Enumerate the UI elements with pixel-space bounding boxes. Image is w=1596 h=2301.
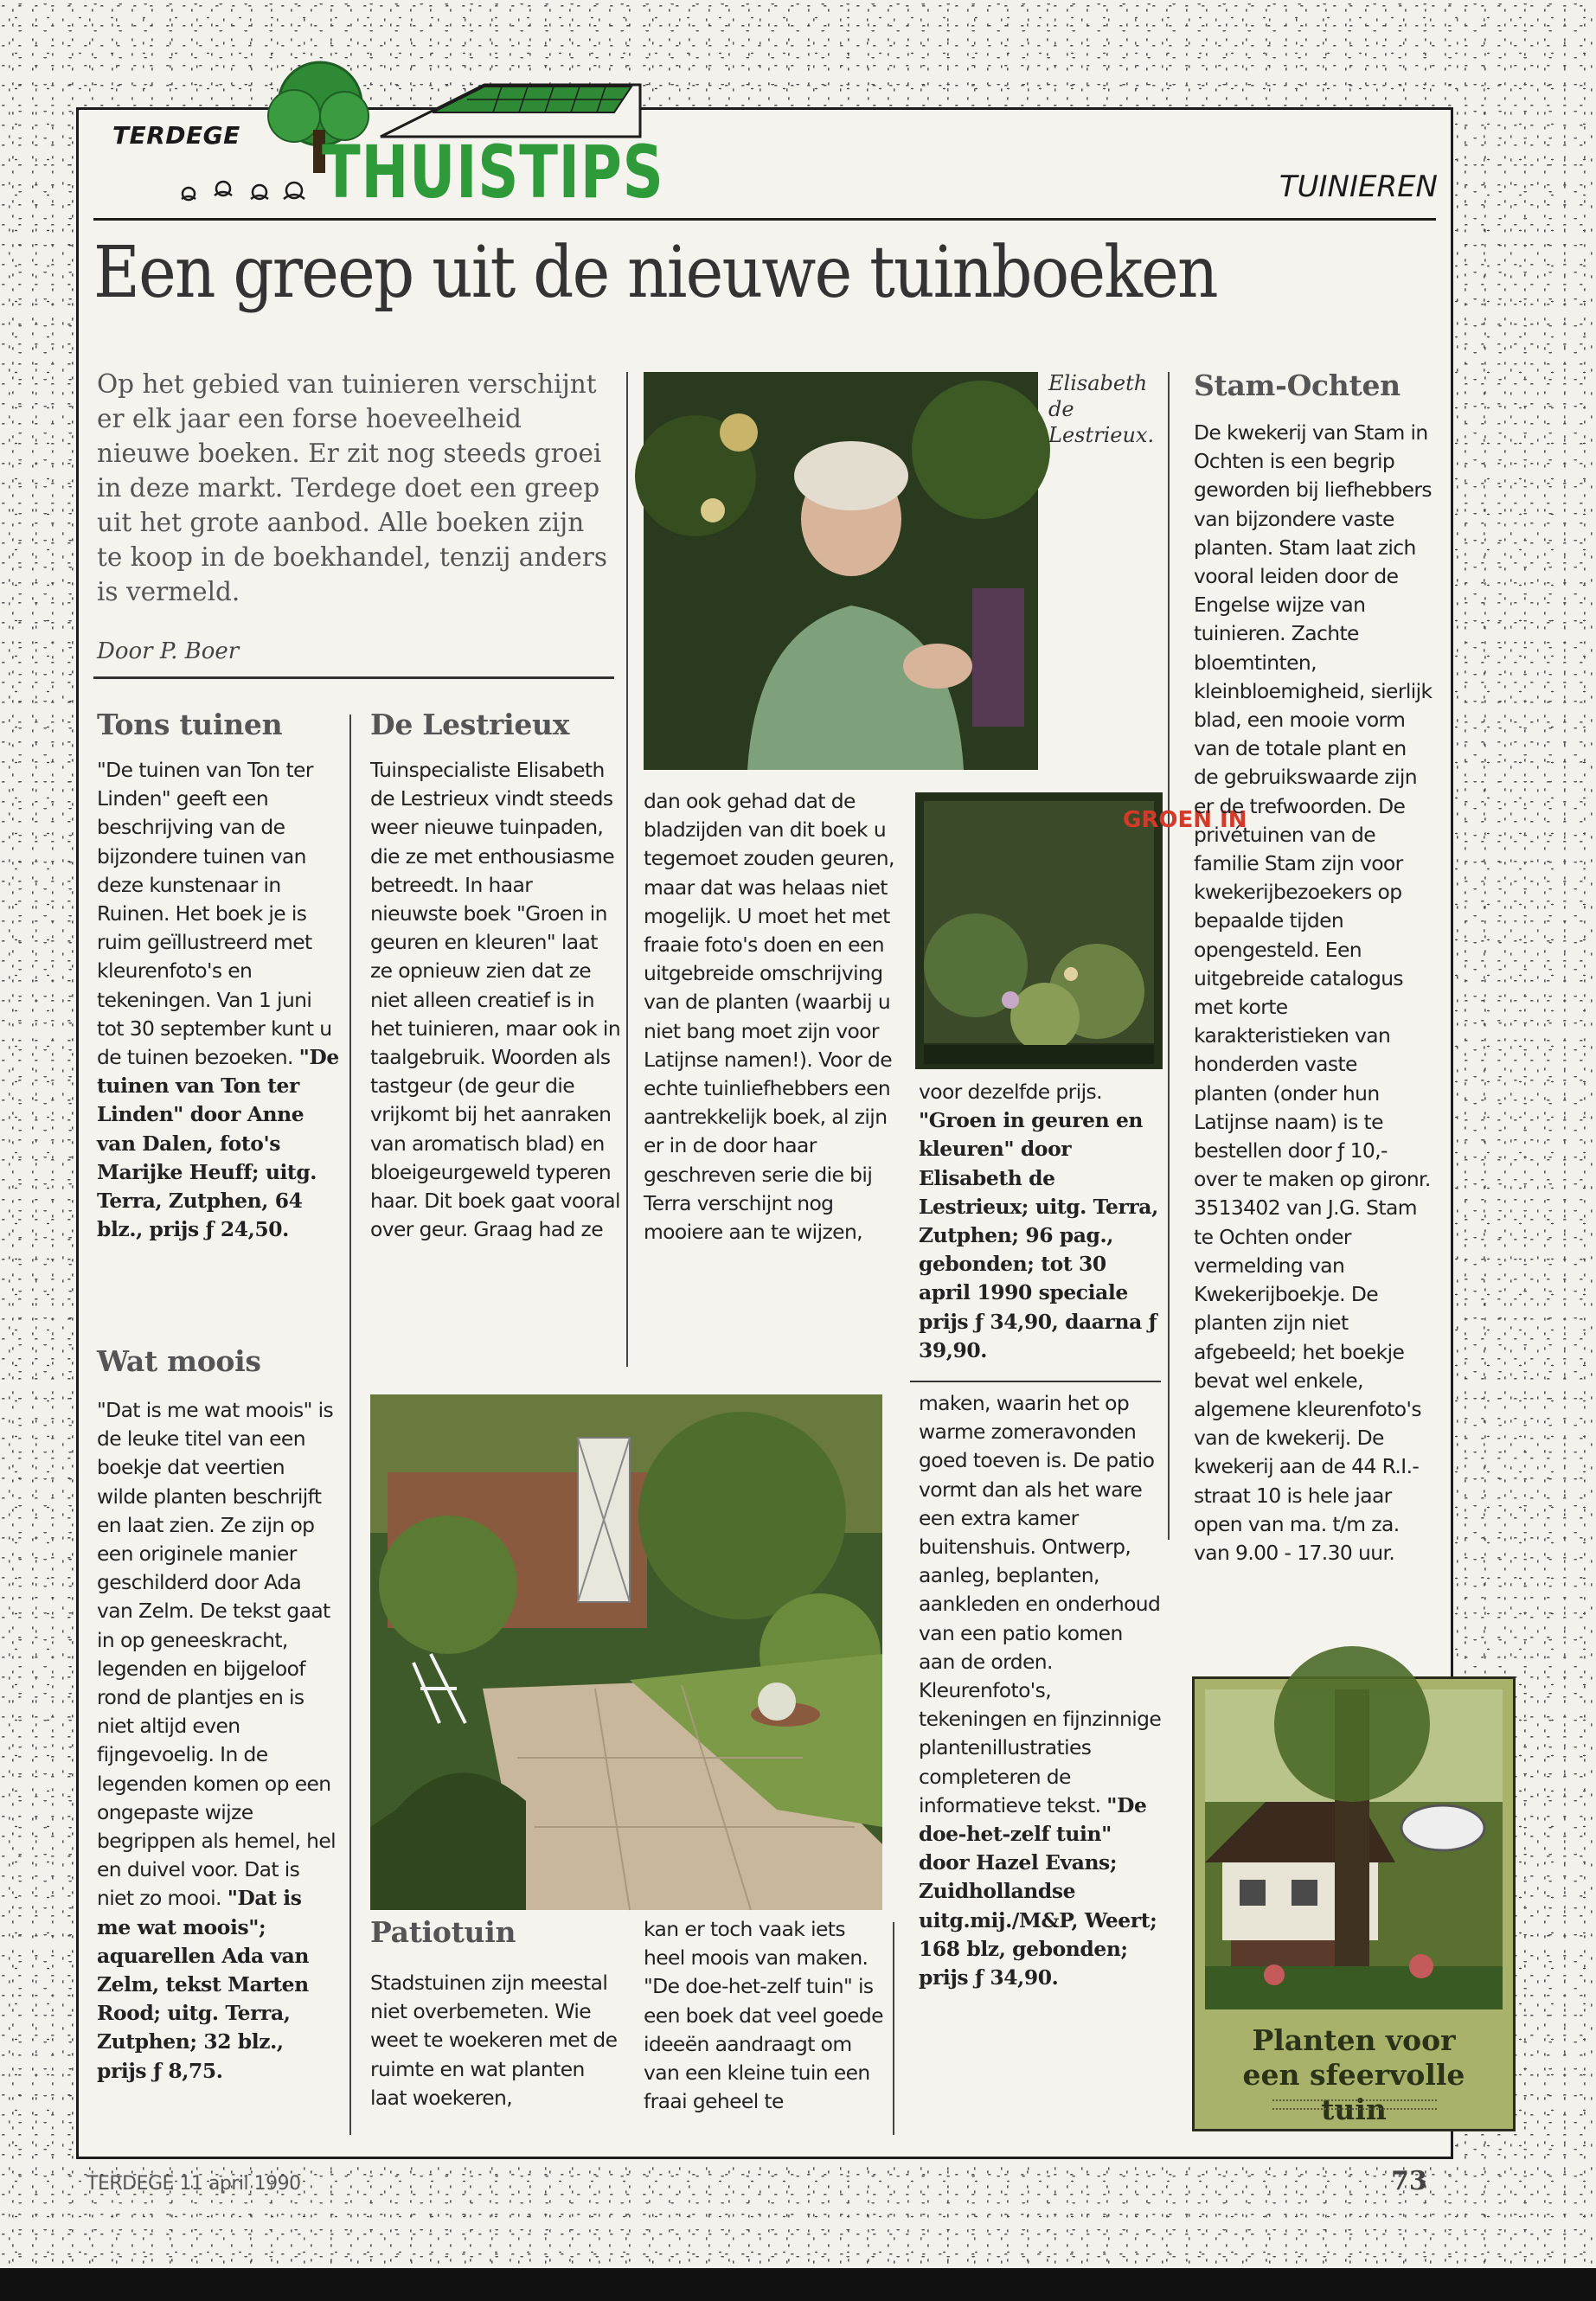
portrait-photo xyxy=(644,372,1038,770)
body-wat-moois xyxy=(97,1396,339,2086)
body-stam-ochten: De kwekerij van Stam in Ochten is een begrip geworden bij liefhebbers van bijzondere vaste planten. Stam laat zich vooral leiden door de Engelse wijze van tuinieren. Zachte bloemtinten, kleinbloemigheid, sierlijk blad, een mooie vorm van de totale plant en de gebruikswaarde zijn er de trefwoorden. De privétuinen van de familie Stam zijn voor kwekerijbezoekers op bepaalde tijden opengesteld. Een uitgebreide catalogus met korte karakteristieken van honderden vaste planten (onder hun Latijnse naam) is te bestellen door ƒ 10,- over te maken op gironr. 3513402 van J.G. Stam te Ochten onder vermelding van Kwekerijboekje. De planten zijn niet afgebeeld; het boekje bevat wel enkele, algemene kleurenfoto's van de kwekerij. De kwekerij aan de 44 R.I.-straat 10 is hele jaar open van ma. t/m za. van 9.00 - 17.30 uur. xyxy=(1194,420,1433,1565)
issue-footer: TERDEGE 11 april 1990 xyxy=(87,2173,301,2195)
stam-cover-photo xyxy=(1205,1689,1503,2009)
stam-book-title: Planten voor een sfeervolle tuin xyxy=(1242,2023,1465,2126)
patio-garden-photo xyxy=(370,1394,882,1910)
wat-moois-book: "Dat is me wat moois"; aquarellen Ada van Zelm, tekst Marten Rood; uitg. Terra, Zutphen; 32 blz., prijs ƒ 8,75. xyxy=(97,1886,310,2083)
scan-edge xyxy=(0,2268,1596,2301)
column-rule xyxy=(893,1922,894,2135)
page-number: 73 xyxy=(1391,2166,1427,2196)
body-patiotuin-1: Stadstuinen zijn meestal niet overbemeten. Wie weet te woekeren met de ruimte en wat planten laat woekeren, xyxy=(370,1971,618,2110)
heading-wat-moois: Wat moois xyxy=(97,1344,261,1378)
byline: Door P. Boer xyxy=(97,638,240,664)
body-patiotuin-2: kan er toch vaak iets heel moois van maken. "De doe-het-zelf tuin" is een boek dat veel goede ideeën aandraagt om van een kleine tuin een fraai geheel te xyxy=(644,1917,883,2114)
body-de-lestrieux-3 xyxy=(919,1078,1164,1365)
patiotuin-text-end: maken, waarin het op warme zomeravonden goed toeven is. De patio vormt dan als het ware een extra kamer buitenshuis. Ontwerp, aanleg, beplanten, aankleden en onderhoud van een patio komen aan de orden. Kleurenfoto's, tekeningen en fijnzinnige plantenillustraties completeren de informatieve tekst. xyxy=(919,1391,1162,1817)
flower-ornament-icon xyxy=(173,173,320,208)
article-headline: Een greep uit de nieuwe tuinboeken xyxy=(93,232,1217,314)
intro-divider xyxy=(93,676,614,679)
de-lestrieux-book: "Groen in geuren en kleuren" door Elisabeth de Lestrieux; uitg. Terra, Zutphen; 96 pag., gebonden; tot 30 april 1990 speciale prijs ƒ 34,90, daarna ƒ 39,90. xyxy=(919,1108,1158,1362)
body-de-lestrieux-1: Tuinspecialiste Elisabeth de Lestrieux vindt steeds weer nieuwe tuinpaden, die ze met enthousiasme betreedt. In haar nieuwste boek "Groen in geuren en kleuren" laat ze opnieuw zien dat ze niet alleen creatief is in het tuinieren, maar ook in taalgebruik. Woorden als tastgeur (de geur die vrijkomt bij het aanraken van aromatisch blad) en bloeigeurgeweld typeren haar. Dit boek gaat vooral over geur. Graag had ze xyxy=(370,758,621,1242)
article-intro: Op het gebied van tuinieren verschijnt er elk jaar een forse hoeveelheid nieuwe boeken. Er zit nog steeds groei in deze markt. Terdege doet een greep uit het grote aanbod. Alle boeken zijn te koop in de boekhandel, tenzij anders is vermeld. xyxy=(97,369,607,606)
stam-cover-fineprint xyxy=(1272,2099,1437,2110)
brand-name: TERDEGE xyxy=(112,121,240,150)
tons-tuinen-text: "De tuinen van Ton ter Linden" geeft een beschrijving van de bijzondere tuinen van deze kunstenaar in Ruinen. Het boek je is ruim geïllustreerd met kleurenfoto's en tekeningen. Van 1 juni tot 30 september kunt u de tuinen bezoeken. xyxy=(97,758,332,1070)
de-lestrieux-text-end: voor dezelfde prijs. xyxy=(919,1080,1102,1104)
wat-moois-text: "Dat is me wat moois" is de leuke titel van een boekje dat veertien wilde planten beschrijft en laat zien. Ze zijn op een originele manier geschilderd door Ada van Zelm. De tekst gaat in op geneeskracht, legenden en bijgeloof rond de plantjes en is niet altijd even fijngevoelig. In de legenden komen op een ongepaste wijze begrippen als hemel, hel en duivel voor. Dat is niet zo mooi. xyxy=(97,1398,337,1911)
book-cover-groen xyxy=(915,792,1247,1069)
tons-tuinen-book: "De tuinen van Ton ter Linden" door Anne van Dalen, foto's Marijke Heuff; uitg. Terra, Zutphen, 64 blz., prijs ƒ 24,50. xyxy=(97,1045,339,1242)
patiotuin-book: "De doe-het-zelf tuin" door Hazel Evans; Zuidhollandse uitg.mij./M&P, Weert; 168 blz, gebonden; prijs ƒ 34,90. xyxy=(919,1792,1157,1990)
heading-patiotuin: Patiotuin xyxy=(370,1915,516,1949)
heading-stam-ochten: Stam-Ochten xyxy=(1194,369,1401,402)
section-label: TUINIEREN xyxy=(1279,170,1438,204)
photo-caption: Elisabeth de Lestrieux. xyxy=(1048,371,1155,447)
column-divider xyxy=(910,1381,1161,1382)
book-cover-stam xyxy=(1192,1676,1516,2131)
column-rule xyxy=(1168,372,1170,1540)
heading-tons-tuinen: Tons tuinen xyxy=(97,708,283,741)
column-rule xyxy=(349,715,351,2135)
body-tons-tuinen xyxy=(97,756,339,1244)
heading-de-lestrieux: De Lestrieux xyxy=(370,708,570,741)
series-title: THUISTIPS xyxy=(322,130,664,215)
header-rule xyxy=(93,218,1436,221)
body-patiotuin-3 xyxy=(919,1389,1164,1992)
svg-text:GROEN IN: GROEN IN xyxy=(1123,807,1247,833)
column-rule xyxy=(626,372,628,1367)
body-de-lestrieux-2: dan ook gehad dat de bladzijden van dit boek u tegemoet zouden geuren, maar dat was helaas niet mogelijk. U moet het met fraaie foto's doen en een uitgebreide omschrijving van de planten (waarbij u niet bang moet zijn voor Latijnse namen!). Voor de echte tuinliefhebbers een aantrekkelijk boek, al zijn er in de door haar geschreven serie die bij Terra verschijnt nog mooiere aan te wijzen, xyxy=(644,789,894,1245)
